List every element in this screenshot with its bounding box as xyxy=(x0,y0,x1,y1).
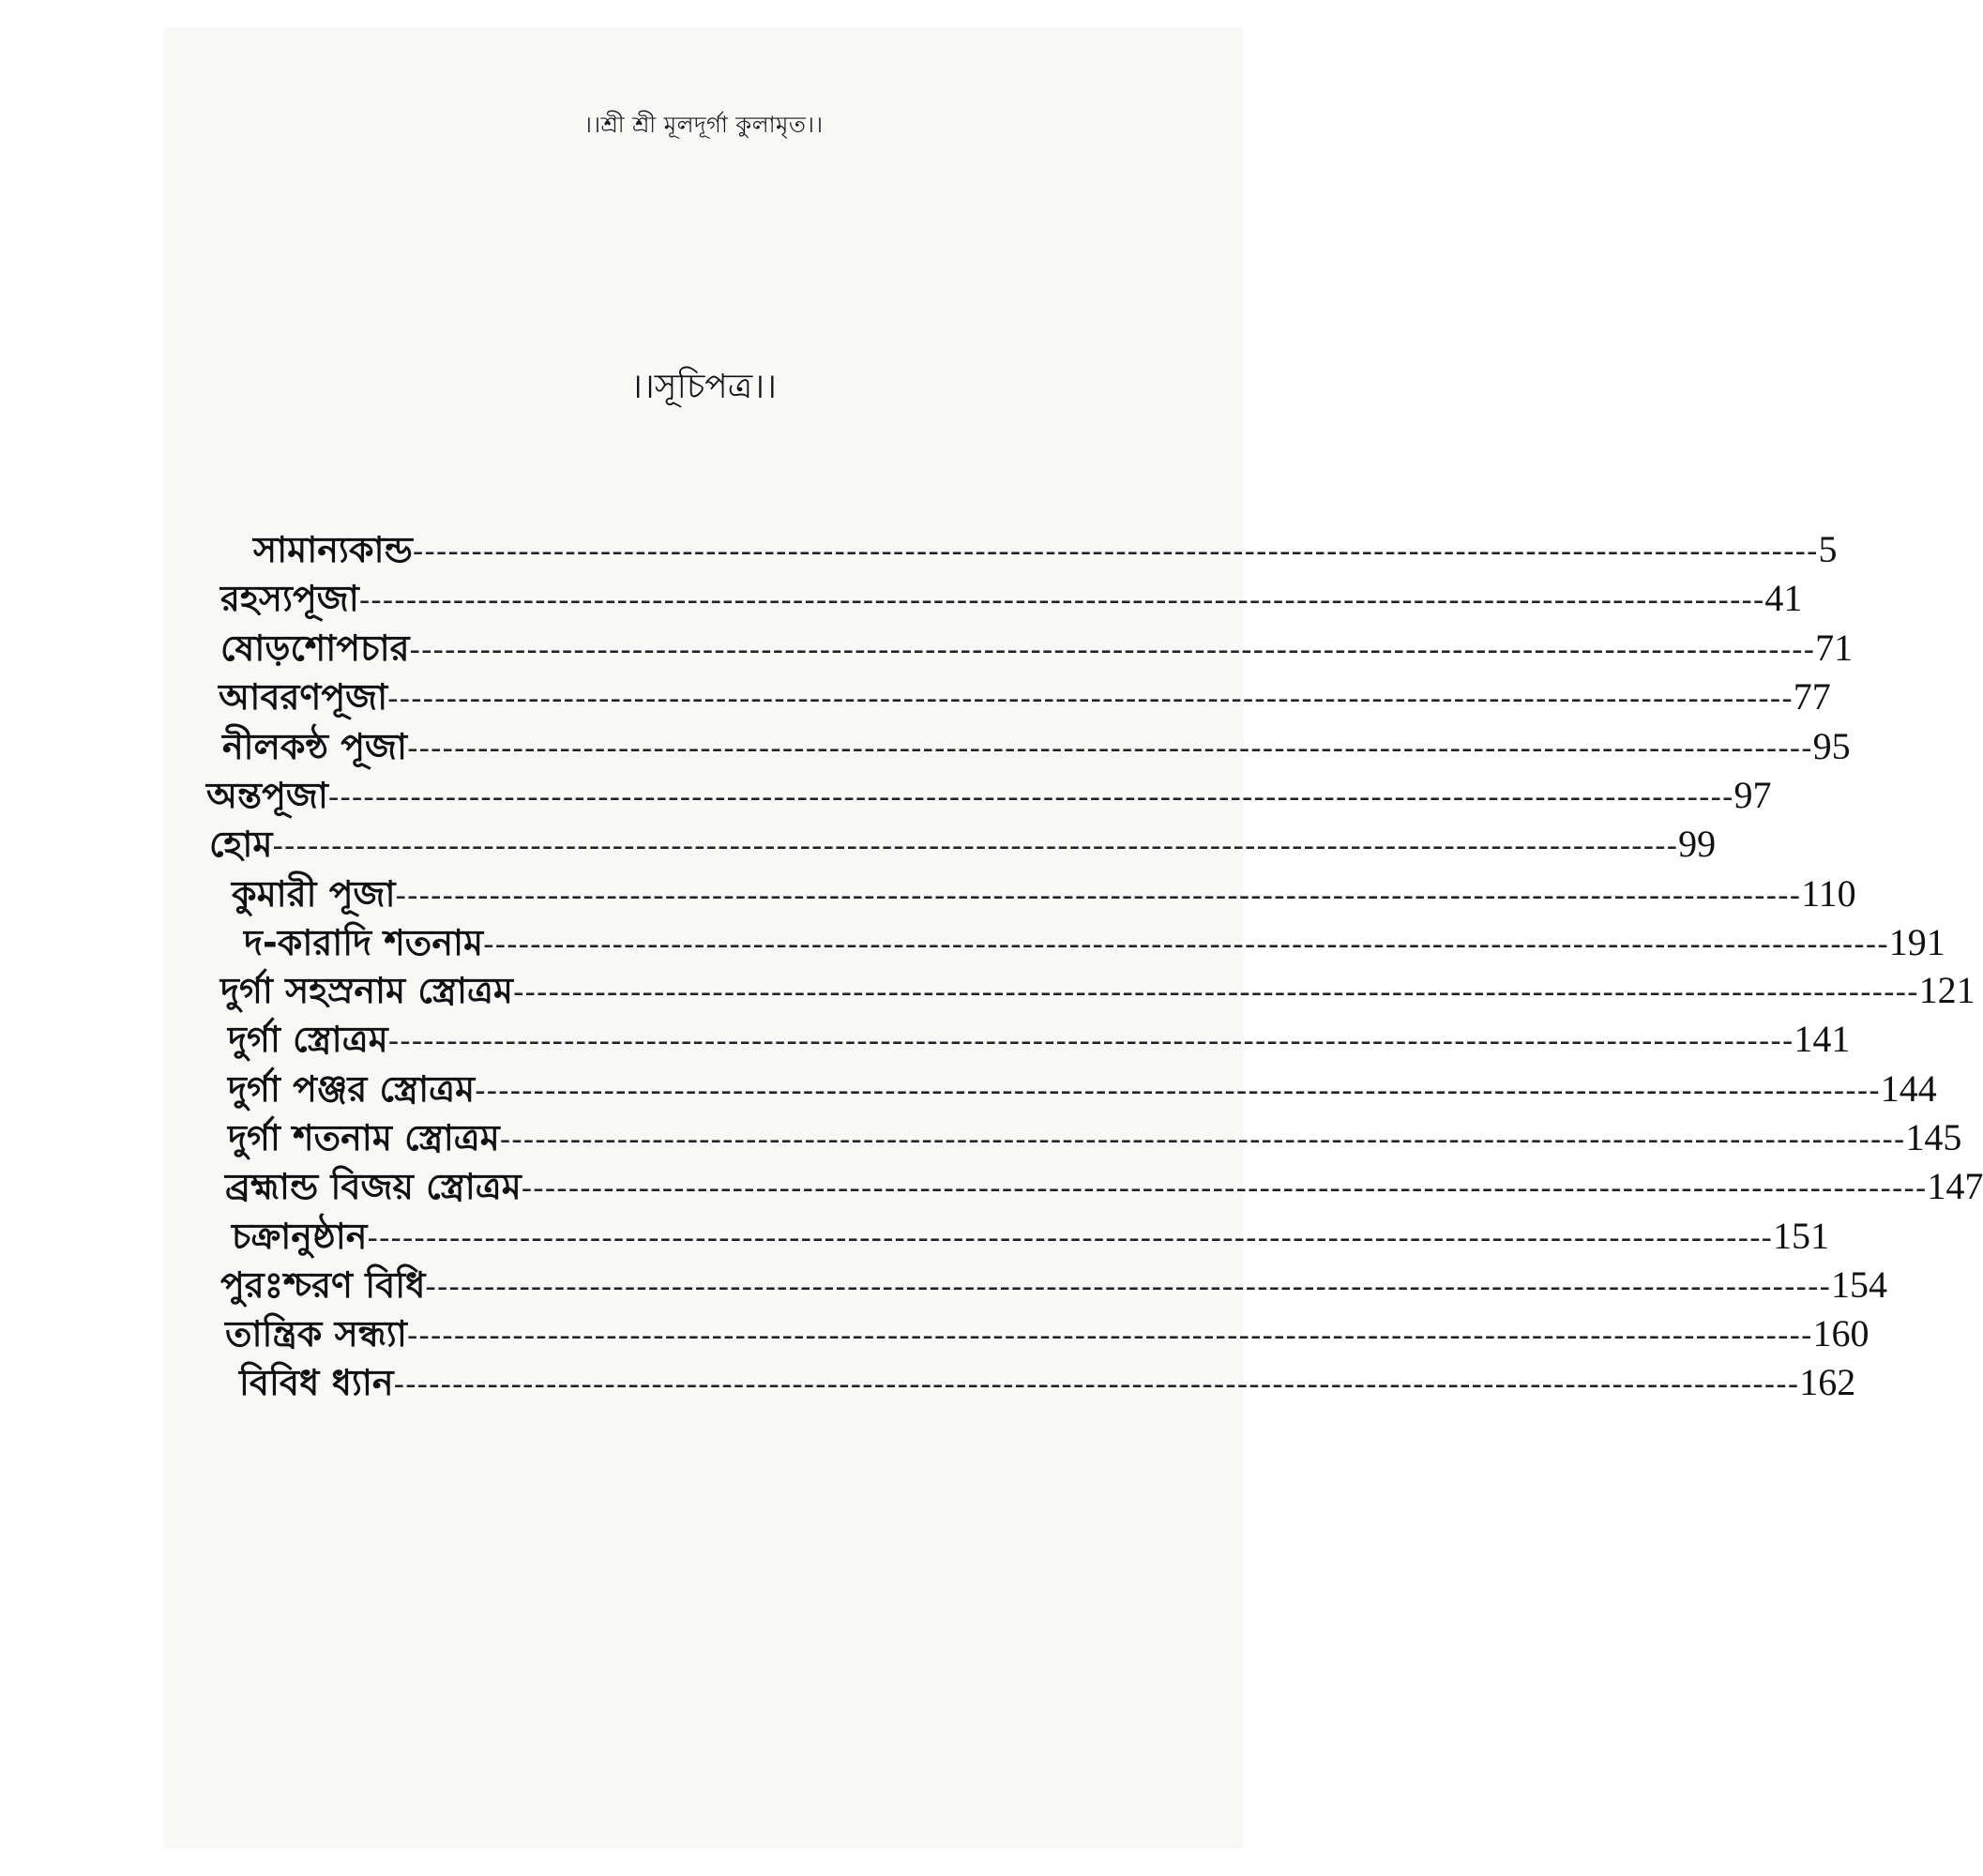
toc-entry-page: 5 xyxy=(1818,528,1838,570)
toc-entry-label: ব্রহ্মান্ড বিজয় স্ত্রোত্রম xyxy=(225,1166,522,1207)
toc-entry-page: 191 xyxy=(1888,921,1945,963)
toc-entry-page: 71 xyxy=(1815,627,1854,669)
toc-entry-label: দুর্গা শতনাম স্ত্রোত্রম xyxy=(228,1117,500,1158)
toc-entry-label: ষোড়শোপচার xyxy=(220,628,410,669)
dot-leader: ------------------------------------------------------------------------------------------------------------------------ xyxy=(387,1022,1794,1060)
toc-entry-label: নীলকন্ঠ পূজা xyxy=(222,726,408,767)
dot-leader: ------------------------------------------------------------------------------------------------------------------------ xyxy=(367,1219,1774,1257)
toc-entry-page: 99 xyxy=(1678,823,1717,865)
toc-entry xyxy=(220,622,1854,674)
dot-leader: ------------------------------------------------------------------------------------------------------------------------ xyxy=(512,974,1919,1011)
dot-leader: ------------------------------------------------------------------------------------------------------------------------ xyxy=(409,631,1816,669)
dot-leader: ------------------------------------------------------------------------------------------------------------------------ xyxy=(387,680,1794,718)
dot-leader: ------------------------------------------------------------------------------------------------------------------------ xyxy=(393,1366,1800,1403)
toc-entry-page: 147 xyxy=(1927,1165,1983,1207)
dot-leader: ------------------------------------------------------------------------------------------------------------------------ xyxy=(395,877,1802,915)
dot-leader: ------------------------------------------------------------------------------------------------------------------------ xyxy=(475,1072,1881,1110)
dot-leader: ------------------------------------------------------------------------------------------------------------------------ xyxy=(425,1268,1831,1306)
toc-entry-label: দুর্গা পঞ্জর স্ত্রোত্রম xyxy=(228,1068,476,1110)
toc-entry xyxy=(220,964,1975,1017)
toc-entry xyxy=(239,1356,1856,1409)
toc-entry-page: 95 xyxy=(1812,725,1851,767)
dot-leader: ------------------------------------------------------------------------------------------------------------------------ xyxy=(499,1121,1906,1158)
toc-entry-label: রহস্যপূজা xyxy=(220,578,359,619)
toc-entry-label: দুর্গা স্ত্রোত্রম xyxy=(228,1019,388,1060)
toc-entry-page: 121 xyxy=(1918,969,1975,1011)
toc-entry-label: বিবিধ ধ্যান xyxy=(239,1362,394,1403)
toc-entry-label: সামান্যকান্ড xyxy=(253,529,413,570)
toc-entry-label: হোম xyxy=(209,824,273,865)
toc-title: ।।সূচিপত্র।। xyxy=(630,368,777,406)
toc-entry-label: কুমারী পূজা xyxy=(232,873,396,915)
toc-entry xyxy=(220,1259,1887,1311)
toc-entry-page: 77 xyxy=(1793,675,1831,718)
toc-entry xyxy=(232,868,1856,920)
dot-leader: ------------------------------------------------------------------------------------------------------------------------ xyxy=(521,1170,1928,1207)
toc-entry-label: চক্রানুষ্ঠান xyxy=(232,1216,368,1257)
running-header: ।।শ্রী শ্রী মূলদূর্গা কুলামৃত।। xyxy=(583,112,824,138)
toc-entry-label: দুর্গা সহস্রনাম স্ত্রোত্রম xyxy=(220,970,513,1011)
toc-entry-label: পুরঃশ্চরণ বিধি xyxy=(220,1264,426,1306)
table-of-contents xyxy=(164,28,1983,1848)
toc-entry xyxy=(220,572,1803,625)
toc-entry-page: 162 xyxy=(1799,1361,1856,1403)
dot-leader: ------------------------------------------------------------------------------------------------------------------------ xyxy=(272,827,1679,865)
toc-entry xyxy=(225,1160,1983,1213)
toc-entry-page: 144 xyxy=(1880,1067,1937,1110)
toc-entry-label: অন্তপূজা xyxy=(206,775,328,816)
toc-entry-label: তান্ত্রিক সন্ধ্যা xyxy=(225,1313,407,1354)
toc-entry-page: 154 xyxy=(1831,1263,1887,1306)
dot-leader: ------------------------------------------------------------------------------------------------------------------------ xyxy=(483,926,1889,963)
toc-entry xyxy=(219,671,1831,723)
toc-entry xyxy=(228,1063,1937,1115)
dot-leader: ------------------------------------------------------------------------------------------------------------------------ xyxy=(412,533,1819,570)
toc-entry xyxy=(209,818,1717,870)
toc-entry xyxy=(228,1013,1851,1066)
toc-entry-page: 141 xyxy=(1794,1018,1851,1060)
toc-entry-label: আবরণপূজা xyxy=(219,676,388,718)
dot-leader: ------------------------------------------------------------------------------------------------------------------------ xyxy=(327,779,1734,816)
toc-entry-label: দ-কারাদি শতনাম xyxy=(244,922,484,963)
dot-leader: ------------------------------------------------------------------------------------------------------------------------ xyxy=(406,1317,1813,1354)
dot-leader: ------------------------------------------------------------------------------------------------------------------------ xyxy=(407,730,1813,767)
toc-entry xyxy=(228,1112,1962,1164)
toc-entry xyxy=(225,1308,1869,1360)
toc-entry-page: 151 xyxy=(1773,1215,1830,1257)
toc-entry xyxy=(222,720,1851,773)
toc-entry-page: 110 xyxy=(1801,872,1856,915)
toc-entry xyxy=(232,1210,1830,1263)
toc-entry xyxy=(244,916,1945,969)
toc-entry xyxy=(206,769,1772,822)
dot-leader: ------------------------------------------------------------------------------------------------------------------------ xyxy=(358,582,1765,619)
toc-entry xyxy=(253,523,1838,576)
toc-entry-page: 97 xyxy=(1733,774,1772,816)
toc-entry-page: 41 xyxy=(1764,577,1803,619)
toc-entry-page: 145 xyxy=(1905,1116,1962,1158)
toc-entry-page: 160 xyxy=(1812,1312,1869,1354)
book-page xyxy=(164,28,1983,1848)
